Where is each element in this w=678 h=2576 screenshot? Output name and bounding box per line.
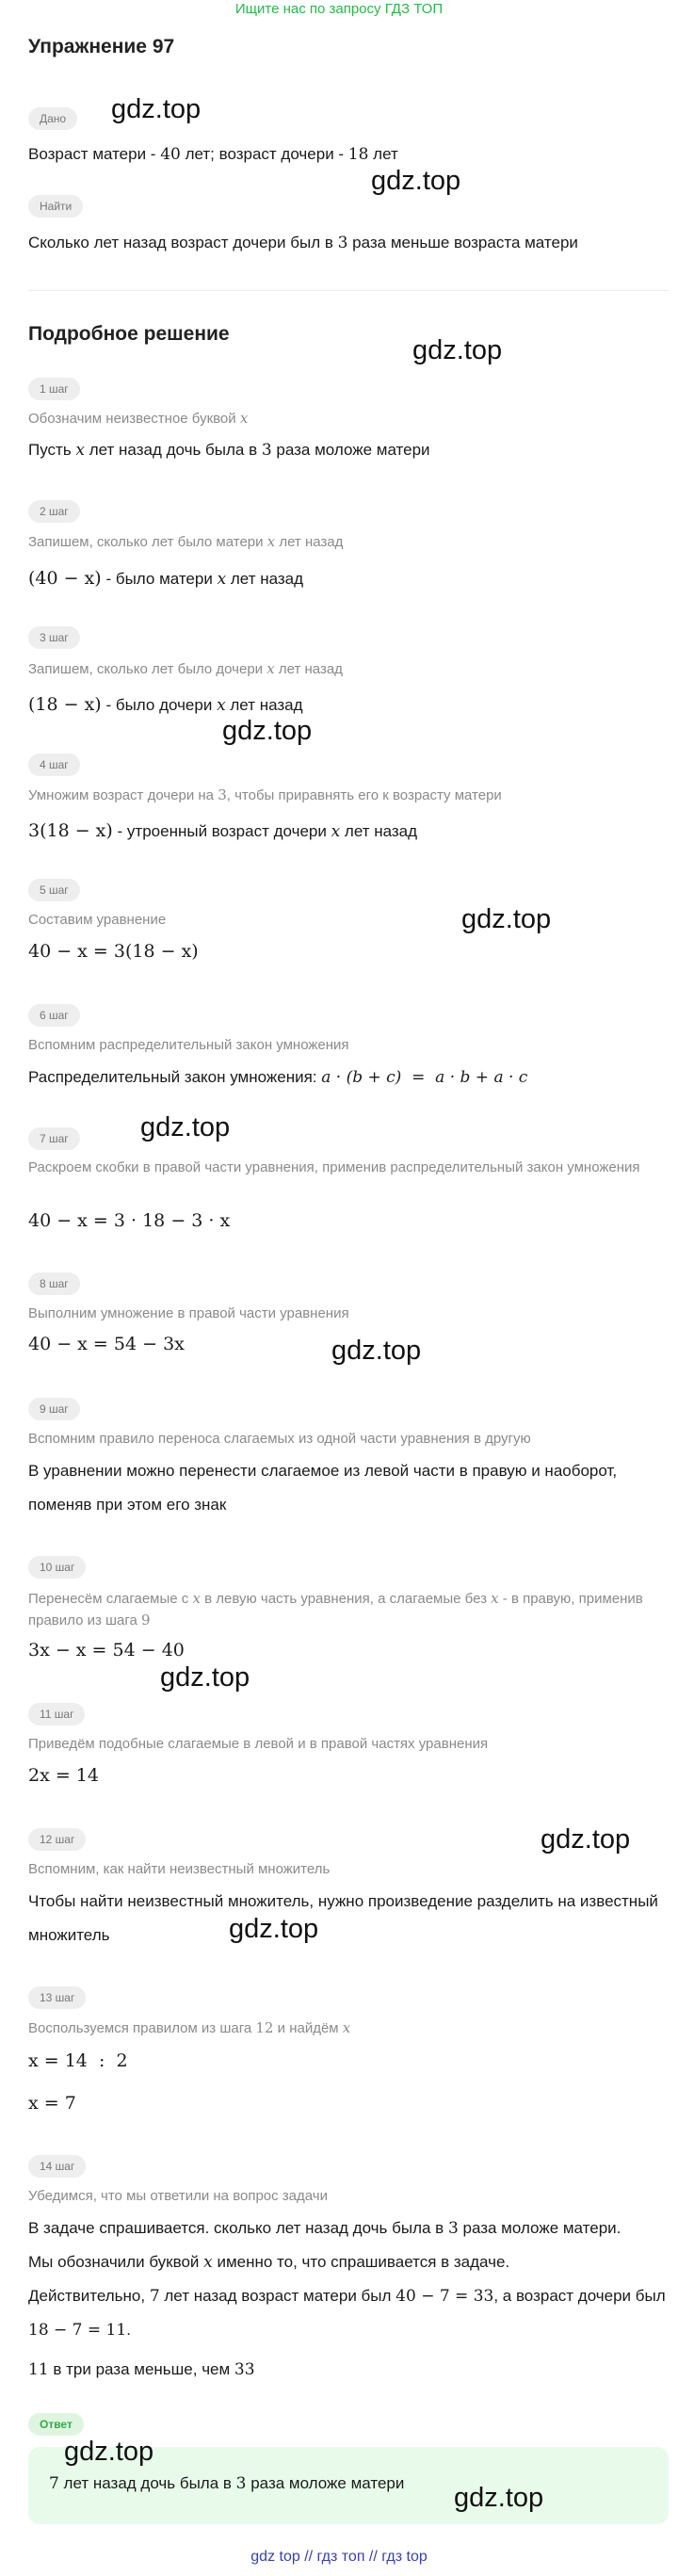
step-1-text-1: Пусть — [28, 441, 76, 459]
given-text — [28, 138, 669, 171]
step-14-p3-b: лет назад возраст матери был — [159, 2287, 396, 2305]
step-12-badge: 12 шаг — [28, 1828, 86, 1851]
step-3-hint-var: x — [266, 660, 275, 677]
step-14-p3-formula-2: 18 − 7 = 11 — [28, 2321, 127, 2340]
solution-title: Подробное решение — [28, 323, 230, 345]
find-text — [28, 226, 669, 260]
find-number: 3 — [337, 234, 348, 252]
step-8-hint: Выполним умножение в правой части уравнения — [28, 1305, 349, 1321]
watermark: gdz.top — [371, 166, 461, 196]
given-text-1: Возраст матери - — [28, 145, 161, 163]
step-14-p1-a: В задаче спрашивается. сколько лет назад дочь была в — [28, 2219, 448, 2237]
step-10-hint-2: в левую часть уравнения, а слагаемые без — [200, 1591, 492, 1607]
step-3-badge: 3 шаг — [28, 626, 80, 649]
step-1-var: x — [75, 441, 85, 460]
step-14-p4-number-1: 11 — [28, 2360, 49, 2379]
given-text-2: лет; возраст дочери - — [180, 145, 348, 163]
answer-number-1: 7 — [49, 2474, 59, 2493]
step-6-formula: a · (b + c) = a · b + a · c — [321, 1068, 528, 1087]
step-14-line-1 — [28, 2211, 669, 2245]
step-6-hint: Вспомним распределительный закон умножения — [28, 1037, 349, 1053]
step-10-badge: 10 шаг — [28, 1556, 86, 1579]
step-4-text-2: лет назад — [340, 822, 418, 840]
step-5-formula: 40 − x = 3(18 − x) — [28, 941, 199, 962]
step-3-hint-text: Запишем, сколько лет было дочери — [28, 661, 267, 677]
step-9-hint: Вспомним правило переноса слагаемых из одной части уравнения в другую — [28, 1431, 531, 1447]
step-1-hint — [28, 408, 650, 429]
step-1-text — [28, 433, 669, 467]
step-14-badge: 14 шаг — [28, 2155, 86, 2178]
step-14-p3-a: Действительно, — [28, 2287, 150, 2305]
step-6-text — [28, 1061, 669, 1094]
given-text-3: лет — [368, 145, 398, 163]
step-3-text-2: лет назад — [225, 696, 303, 714]
step-3-text — [28, 688, 669, 722]
step-3-formula: (18 − x) — [28, 694, 102, 715]
step-14-p4-number-2: 33 — [234, 2360, 255, 2379]
watermark: gdz.top — [111, 94, 202, 124]
watermark: gdz.top — [222, 716, 313, 746]
step-3-hint-end: лет назад — [274, 661, 343, 677]
section-divider — [28, 290, 669, 291]
step-4-text — [28, 814, 669, 849]
page-title: Упражнение 97 — [28, 36, 175, 57]
step-2-hint-text: Запишем, сколько лет было матери — [28, 534, 267, 550]
step-13-hint-var: x — [342, 2019, 351, 2036]
step-6-badge: 6 шаг — [28, 1004, 80, 1027]
step-14-line-2 — [28, 2245, 669, 2279]
given-badge: Дано — [28, 107, 77, 130]
step-9-badge: 9 шаг — [28, 1398, 80, 1420]
find-text-1: Сколько лет назад возраст дочери был в — [28, 234, 338, 251]
daughter-age: 18 — [347, 145, 369, 164]
step-7-formula: 40 − x = 3 · 18 − 3 · x — [28, 1210, 231, 1231]
mother-age: 40 — [160, 145, 181, 164]
step-1-text-3: раза моложе матери — [271, 441, 430, 459]
step-11-badge: 11 шаг — [28, 1703, 85, 1725]
step-13-badge: 13 шаг — [28, 1986, 86, 2009]
footer-links[interactable]: gdz top // гдз топ // гдз top — [250, 2549, 428, 2565]
step-14-p3-c: , а возраст дочери был — [493, 2287, 666, 2305]
step-4-hint — [28, 785, 650, 806]
step-14-p2-var: x — [203, 2253, 213, 2272]
step-14-line-3 — [28, 2279, 669, 2347]
step-1-badge: 1 шаг — [28, 378, 80, 400]
step-2-badge: 2 шаг — [28, 500, 80, 523]
step-5-badge: 5 шаг — [28, 879, 80, 901]
step-14-p1-number: 3 — [447, 2219, 459, 2238]
step-10-formula: 3x − x = 54 − 40 — [28, 1640, 185, 1661]
step-1-hint-text: Обозначим неизвестное буквой — [28, 411, 240, 427]
step-14-p2-b: именно то, что спрашивается в задаче. — [212, 2253, 510, 2271]
step-2-text-1: - было матери — [101, 570, 218, 588]
watermark: gdz.top — [331, 1336, 422, 1366]
step-2-formula: (40 − x) — [28, 568, 102, 589]
answer-number-2: 3 — [235, 2474, 247, 2493]
step-5-hint: Составим уравнение — [28, 912, 167, 928]
answer-badge: Ответ — [28, 2413, 84, 2436]
step-3-text-1: - было дочери — [101, 696, 218, 714]
step-14-paragraph — [28, 2211, 669, 2387]
step-14-p3-number: 7 — [149, 2287, 160, 2306]
watermark: gdz.top — [160, 1662, 250, 1693]
step-10-hint-1: Перенесём слагаемые с — [28, 1591, 193, 1607]
step-6-text-1: Распределительный закон умножения: — [28, 1068, 322, 1086]
step-2-text-2: лет назад — [226, 570, 304, 588]
step-11-formula: 2x = 14 — [28, 1765, 99, 1786]
watermark: gdz.top — [461, 904, 552, 934]
step-7-badge: 7 шаг — [28, 1127, 80, 1150]
watermark: gdz.top — [412, 335, 503, 365]
step-3-hint — [28, 658, 650, 680]
step-14-p1-b: раза моложе матери. — [458, 2219, 622, 2237]
step-14-p2-a: Мы обозначили буквой — [28, 2253, 204, 2271]
watermark: gdz.top — [229, 1914, 319, 1944]
step-9-text: В уравнении можно перенести слагаемое из левой части в правую и наоборот, поменяв при этом его знак — [28, 1462, 618, 1514]
watermark: gdz.top — [140, 1112, 231, 1142]
step-2-hint-end: лет назад — [275, 534, 344, 550]
step-13-hint — [28, 2017, 650, 2039]
step-10-hint-var-1: x — [192, 1590, 201, 1607]
find-text-2: раза меньше возраста матери — [347, 234, 578, 251]
step-4-hint-number: 3 — [218, 786, 227, 803]
step-4-hint-text: Умножим возраст дочери на — [28, 787, 218, 803]
step-10-hint-3: - в правую, применив правило из шага — [28, 1591, 643, 1628]
step-2-hint — [28, 531, 650, 553]
step-10-hint-var-2: x — [491, 1590, 499, 1607]
step-14-p3-formula-1: 40 − 7 = 33 — [396, 2287, 494, 2306]
step-3-var: x — [217, 696, 226, 715]
step-13-hint-number: 12 — [255, 2019, 274, 2036]
step-7-hint: Раскроем скобки в правой части уравнения, применив распределительный закон умножения — [28, 1159, 640, 1175]
step-2-hint-var: x — [266, 533, 276, 550]
step-1-number: 3 — [261, 441, 272, 460]
step-13-formula-1: x = 14 : 2 — [28, 2050, 128, 2071]
step-13-formula-2: x = 7 — [28, 2093, 76, 2114]
step-14-p3-d: . — [126, 2321, 131, 2339]
step-13-hint-end: и найдём — [273, 2020, 343, 2036]
step-12-text: Чтобы найти неизвестный множитель, нужно произведение разделить на известный множитель — [28, 1892, 658, 1944]
step-10-hint — [28, 1588, 650, 1631]
find-badge: Найти — [28, 195, 83, 218]
step-4-formula: 3(18 − x) — [28, 820, 113, 841]
step-14-p4-text: в три раза меньше, чем — [48, 2360, 234, 2378]
step-13-hint-text: Воспользуемся правилом из шага — [28, 2020, 256, 2036]
watermark: gdz.top — [454, 2483, 544, 2513]
step-4-hint-end: , чтобы приравнять его к возрасту матери — [226, 787, 502, 803]
step-2-var: x — [217, 570, 227, 589]
step-4-badge: 4 шаг — [28, 753, 80, 776]
step-4-text-1: - утроенный возраст дочери — [112, 822, 331, 840]
step-1-hint-var: x — [239, 410, 249, 427]
step-14-line-4 — [28, 2353, 669, 2387]
step-2-text — [28, 561, 669, 596]
answer-text-1: лет назад дочь была в — [58, 2474, 236, 2492]
step-11-hint: Приведём подобные слагаемые в левой и в правой частях уравнения — [28, 1736, 489, 1752]
watermark: gdz.top — [541, 1824, 631, 1855]
step-8-formula: 40 − x = 54 − 3x — [28, 1334, 185, 1354]
step-12-hint: Вспомним, как найти неизвестный множитель — [28, 1861, 331, 1877]
step-10-hint-number: 9 — [141, 1612, 151, 1628]
step-4-var: x — [331, 822, 341, 841]
top-banner[interactable]: Ищите нас по запросу ГДЗ ТОП — [234, 1, 444, 17]
answer-text-2: раза моложе матери — [246, 2474, 405, 2492]
step-8-badge: 8 шаг — [28, 1272, 80, 1295]
step-1-text-2: лет назад дочь была в — [85, 441, 262, 459]
step-14-hint: Убедимся, что мы ответили на вопрос задачи — [28, 2188, 328, 2204]
answer-text — [49, 2474, 404, 2493]
watermark: gdz.top — [64, 2437, 154, 2467]
